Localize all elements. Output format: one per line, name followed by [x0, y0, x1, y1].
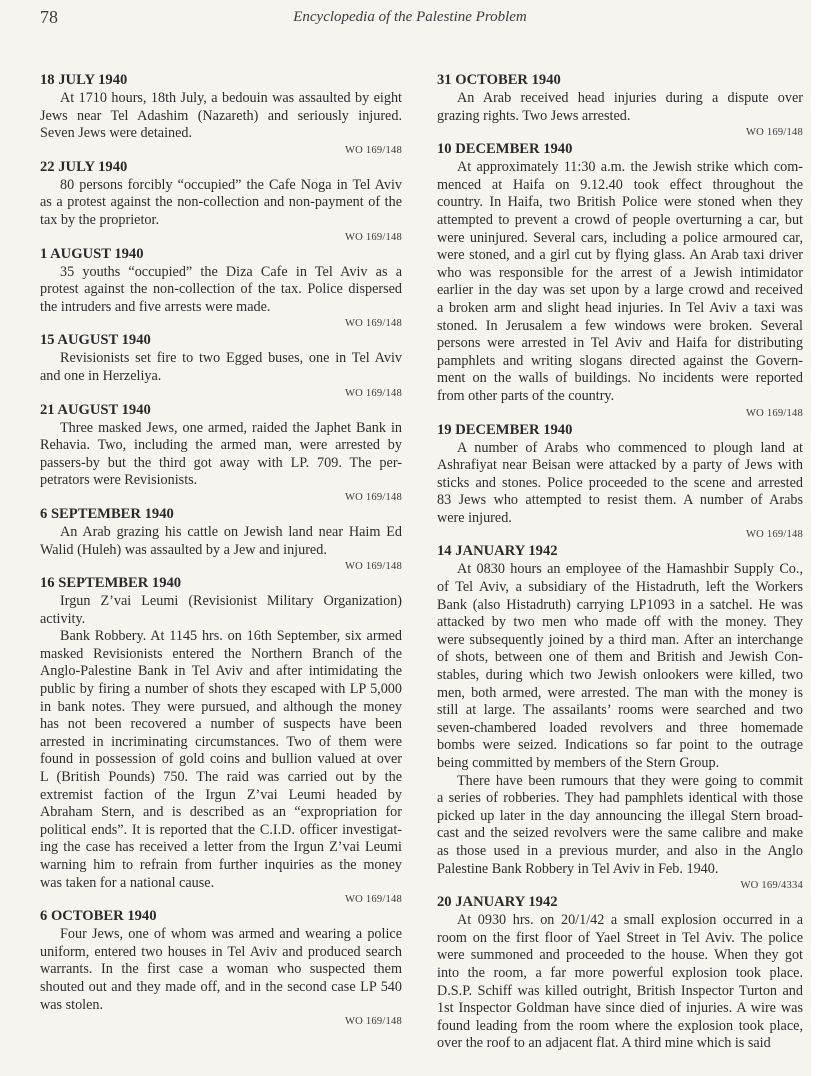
source-reference: WO 169/148: [745, 529, 803, 541]
entry-date-heading: 16 SEPTEMBER 1940: [40, 575, 182, 592]
entry-date-heading: 22 JULY 1940: [40, 158, 128, 175]
text-line: At 0830 hours an employee of the Hamashbir Supply Co.,: [457, 561, 803, 578]
text-line: Three masked Jews, one armed, raided the Japhet Bank in: [60, 419, 402, 436]
entry: [437, 542, 803, 893]
text-line: Bank Robbery. At 1145 hrs. on 16th September, six armed: [60, 628, 402, 645]
text-line: shouted out and they made off, and in the second case LP 540: [40, 978, 402, 995]
entry: [40, 158, 402, 245]
source-reference: WO 169/148: [344, 318, 402, 330]
source-reference: WO 169/148: [344, 231, 402, 243]
text-line: country. In Haifa, two British Police were stoned when they: [437, 194, 803, 211]
text-line: grazing rights. Two Jews arrested.: [437, 107, 631, 124]
text-line: attempted to prevent a crowd of people overturning a car, but: [437, 211, 803, 228]
text-line: Abraham Stern, and is described as an “expropriation for: [40, 804, 402, 821]
entry-date-heading: 21 AUGUST 1940: [40, 401, 151, 418]
entry-date-heading: 1 AUGUST 1940: [40, 245, 144, 262]
text-line: were stoned, and a girl cut by flying glass. An Arab taxi driver: [437, 247, 803, 264]
text-line: being committed by members of the Stern Group.: [437, 755, 720, 771]
left-column: [40, 71, 402, 1029]
running-head: Encyclopedia of the Palestine Problem: [293, 9, 527, 25]
text-line: ment on the walls of buildings. No incidents were reported: [437, 370, 803, 387]
text-line: Revisionists set fire to two Egged buses, one in Tel Aviv: [60, 350, 402, 367]
text-line: Four Jews, one of whom was armed and wearing a police: [60, 926, 402, 943]
text-line: Walid (Huleh) was assaulted by a Jew and injured.: [40, 541, 327, 558]
text-line: from other parts of the country.: [437, 387, 615, 404]
page-edge: [811, 0, 820, 1076]
entry-date-heading: 6 SEPTEMBER 1940: [40, 505, 174, 522]
text-line: still at large. The assailants’ rooms were searched and two: [437, 702, 803, 719]
entry-date-heading: 14 JANUARY 1942: [437, 543, 558, 560]
text-line: men, both armed, were arrested. The man with the money is: [437, 684, 803, 701]
source-reference: WO 169/148: [745, 127, 803, 139]
entry: [437, 893, 803, 1053]
text-line: room on the first floor of Yael Street in Tel Aviv. The police: [437, 929, 803, 946]
text-line: found in possession of gold coins and bullion valued at over: [40, 751, 402, 768]
entry-date-heading: 6 OCTOBER 1940: [40, 908, 157, 925]
source-reference: WO 169/148: [344, 561, 402, 573]
entry: [40, 907, 402, 1029]
entry-date-heading: 19 DECEMBER 1940: [437, 421, 573, 438]
text-line: menced at Haifa on 9.12.40 took effect throughout the: [437, 176, 803, 193]
entry-date-heading: 18 JULY 1940: [40, 72, 128, 88]
text-line: 80 persons forcibly “occupied” the Cafe Noga in Tel Aviv: [60, 176, 402, 193]
text-line: a series of robberies. They had pamphlets identical with those: [437, 790, 803, 807]
source-reference: WO 169/148: [344, 387, 402, 399]
text-line: political ends”. It is reported that the C.I.D. officer investigat-: [40, 821, 402, 838]
text-line: were summoned and proceeded to the house. When they got: [437, 947, 803, 964]
text-line: a broken arm and slight head injuries. In Tel Aviv a taxi was: [437, 299, 803, 316]
text-line: petrators were Revisionists.: [40, 472, 198, 489]
text-line: has not been recovered a number of suspects have been: [40, 716, 402, 733]
text-line: and one in Herzeliya.: [40, 367, 162, 384]
text-line: seven-chambered loaded revolvers and three homemade: [437, 719, 803, 736]
source-reference: WO 169/4334: [740, 880, 803, 892]
text-line: who was responsible for the arrest of a Jewish intimidator: [437, 264, 803, 281]
entry: [40, 505, 402, 574]
source-reference: WO 169/148: [344, 144, 402, 156]
text-line: were injured.: [437, 509, 512, 526]
text-line: extremist faction of the Irgun Z’vai Leumi headed by: [40, 786, 402, 803]
text-line: found leading from the room where the explosion took place,: [437, 1017, 803, 1034]
text-line: Palestine Bank Robbery in Tel Aviv in Feb. 1940.: [437, 860, 719, 877]
text-line: Seven Jews were detained.: [40, 125, 193, 142]
entry: [40, 71, 402, 158]
text-line: cast and the seized revolvers were the same calibre and make: [437, 825, 803, 842]
text-line: An Arab received head injuries during a dispute over: [457, 90, 803, 106]
text-line: attacked by two men who made off with the money. They: [437, 614, 803, 631]
text-line: of shots, between one of them and British and Jewish Con-: [437, 649, 803, 666]
entry: [40, 245, 402, 332]
entry: [437, 71, 803, 140]
text-line: were uninjured. Several cars, including a police armoured car,: [437, 229, 803, 246]
text-line: was taken for a national cause.: [40, 874, 215, 891]
text-line: 35 youths “occupied” the Diza Cafe in Tel Aviv as a: [60, 263, 402, 280]
text-line: D.S.P. Schiff was killed outright, British Inspector Turton and: [437, 982, 803, 999]
text-line: passers-by but the third got away with LP. 709. The per-: [40, 454, 402, 471]
text-line: into the room, a far more powerful explosion took place.: [437, 964, 803, 981]
text-line: over the roof to an adjacent flat. A third mine which is said: [437, 1035, 771, 1052]
source-reference: WO 169/148: [745, 407, 803, 419]
entry-date-heading: 31 OCTOBER 1940: [437, 72, 561, 88]
text-line: Irgun Z’vai Leumi (Revisionist Military Organization): [60, 593, 402, 610]
text-line: as those used in a previous murder, and also in the Anglo: [437, 842, 803, 859]
text-line: masked Revisionists entered the Northern Branch of the: [40, 645, 402, 662]
entry-date-heading: 10 DECEMBER 1940: [437, 141, 573, 158]
entry: [437, 140, 803, 420]
text-line: warning him to refrain from further inquiries as the money: [40, 857, 402, 873]
text-line: bombs were seized. Indications so far point to the outrage: [437, 737, 803, 754]
text-line: ing the case has received a letter from the Irgun Z’vai Leumi: [40, 839, 402, 856]
text-line: public by firing a number of shots they escaped with LP 5,000: [40, 681, 402, 698]
source-reference: WO 169/148: [344, 1016, 402, 1028]
entry: [40, 331, 402, 400]
text-line: At 1710 hours, 18th July, a bedouin was assaulted by eight: [60, 90, 402, 106]
text-line: There have been rumours that they were going to commit: [457, 772, 803, 789]
text-line: L (British Pounds) 750. The raid was carried out by the: [40, 769, 402, 786]
text-line: earlier in the day was set upon by a large crowd and received: [437, 282, 803, 299]
entry: [40, 574, 402, 907]
text-line: At approximately 11:30 a.m. the Jewish strike which com-: [457, 159, 803, 176]
text-line: protest against the non-collection of the tax. Police dispersed: [40, 281, 402, 298]
text-line: sticks and stones. Police proceeded to the scene and arrested: [437, 474, 803, 491]
text-line: were subsequently joined by a third man. After an interchange: [437, 631, 803, 648]
text-line: as a protest against the non-collection and non-payment of the: [40, 194, 402, 211]
text-line: of Tel Aviv, a subsidiary of the Histadruth, left the Workers: [437, 579, 803, 596]
entry-date-heading: 15 AUGUST 1940: [40, 332, 151, 349]
text-line: was stolen.: [40, 996, 104, 1013]
text-line: Bank (also Histadruth) carrying LP1093 in a satchel. He was: [437, 596, 803, 613]
text-line: tax by the proprietor.: [40, 211, 159, 228]
right-column: [437, 71, 803, 1053]
text-line: warrants. In the first case a woman who suspected them: [40, 961, 402, 978]
entry: [40, 401, 402, 505]
page-number: 78: [40, 7, 58, 27]
text-line: At 0930 hrs. on 20/1/42 a small explosion occurred in a: [457, 912, 803, 929]
text-line: An Arab grazing his cattle on Jewish land near Haim Ed: [60, 523, 402, 540]
text-line: pamphlets and writing slogans directed against the Govern-: [437, 352, 803, 369]
text-line: Jews near Tel Adashim (Nazareth) and seriously injured.: [40, 107, 402, 124]
text-line: arrested in incriminating circumstances. Two of them were: [40, 733, 402, 750]
text-line: stables, during which two Jewish onlookers were killed, two: [437, 667, 803, 684]
text-line: in bank notes. They were pursued, and although the money: [40, 698, 402, 715]
source-reference: WO 169/148: [344, 894, 402, 906]
entry: [437, 421, 803, 543]
text-line: activity.: [40, 610, 86, 627]
text-line: the intruders and five arrests were made.: [40, 298, 271, 315]
text-line: Ashrafiyat near Beisan were attacked by a party of Jews with: [437, 457, 803, 474]
text-line: Rehavia. Two, including the armed man, were arrested by: [40, 437, 402, 454]
entry-date-heading: 20 JANUARY 1942: [437, 894, 558, 911]
text-line: A number of Arabs who commenced to plough land at: [457, 439, 803, 456]
text-line: 83 Jews who attempted to resist them. A number of Arabs: [437, 492, 803, 509]
source-reference: WO 169/148: [344, 491, 402, 503]
text-line: persons were arrested in Tel Aviv and Haifa for distributing: [437, 335, 803, 352]
text-line: stoned. In Jerusalem a few windows were broken. Several: [437, 317, 803, 334]
text-line: 1st Inspector Goldman have since died of injuries. A wire was: [437, 1000, 803, 1017]
text-line: uniform, entered two houses in Tel Aviv and produced search: [40, 943, 402, 960]
text-line: picked up later in the day announcing the illegal Stern broad-: [437, 807, 803, 824]
text-line: Anglo-Palestine Bank in Tel Aviv and after intimidating the: [40, 663, 402, 680]
